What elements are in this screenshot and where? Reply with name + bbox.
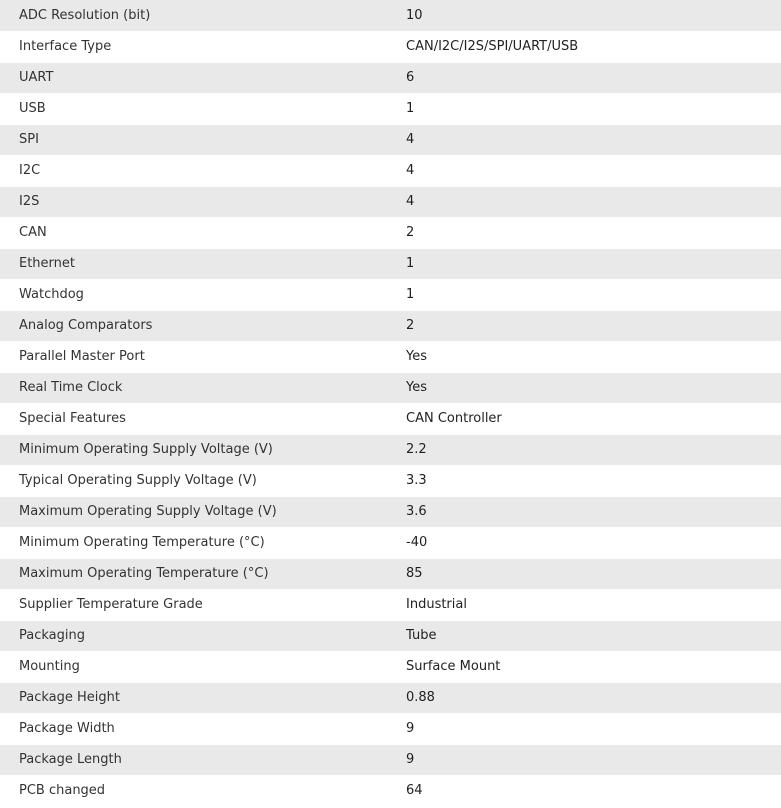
- spec-value: 1: [388, 248, 781, 279]
- spec-row: [0, 682, 781, 713]
- spec-row: [0, 589, 781, 620]
- spec-label: UART: [0, 62, 388, 93]
- spec-value: CAN/I2C/I2S/SPI/UART/USB: [388, 31, 781, 62]
- spec-row: [0, 31, 781, 62]
- spec-value: Surface Mount: [388, 651, 781, 682]
- spec-value: -40: [388, 527, 781, 558]
- spec-label: I2S: [0, 186, 388, 217]
- spec-value: Industrial: [388, 589, 781, 620]
- spec-row: [0, 310, 781, 341]
- spec-label: Package Height: [0, 682, 388, 713]
- spec-value: 9: [388, 713, 781, 744]
- spec-row: [0, 0, 781, 31]
- spec-label: Maximum Operating Temperature (°C): [0, 558, 388, 589]
- spec-value: 0.88: [388, 682, 781, 713]
- spec-label: Mounting: [0, 651, 388, 682]
- spec-label: Supplier Temperature Grade: [0, 589, 388, 620]
- spec-value: 64: [388, 775, 781, 806]
- spec-label: Interface Type: [0, 31, 388, 62]
- spec-label: Packaging: [0, 620, 388, 651]
- spec-value: 2: [388, 217, 781, 248]
- spec-row: [0, 620, 781, 651]
- spec-value: Yes: [388, 372, 781, 403]
- spec-label: Minimum Operating Supply Voltage (V): [0, 434, 388, 465]
- spec-row: [0, 217, 781, 248]
- spec-row: [0, 434, 781, 465]
- spec-row: [0, 713, 781, 744]
- spec-row: [0, 124, 781, 155]
- spec-label: CAN: [0, 217, 388, 248]
- spec-row: [0, 62, 781, 93]
- spec-label: Package Width: [0, 713, 388, 744]
- spec-label: Maximum Operating Supply Voltage (V): [0, 496, 388, 527]
- spec-row: [0, 744, 781, 775]
- spec-value: Yes: [388, 341, 781, 372]
- spec-row: [0, 558, 781, 589]
- spec-row: [0, 775, 781, 806]
- spec-row: [0, 155, 781, 186]
- spec-value: 85: [388, 558, 781, 589]
- spec-row: [0, 93, 781, 124]
- spec-value: 9: [388, 744, 781, 775]
- spec-value: 1: [388, 93, 781, 124]
- spec-row: [0, 341, 781, 372]
- spec-value: Tube: [388, 620, 781, 651]
- spec-value: 4: [388, 186, 781, 217]
- spec-row: [0, 279, 781, 310]
- spec-label: Watchdog: [0, 279, 388, 310]
- spec-value: 2.2: [388, 434, 781, 465]
- spec-row: [0, 527, 781, 558]
- spec-value: 4: [388, 124, 781, 155]
- spec-value: 3.3: [388, 465, 781, 496]
- spec-row: [0, 372, 781, 403]
- spec-label: Special Features: [0, 403, 388, 434]
- spec-row: [0, 403, 781, 434]
- spec-row: [0, 465, 781, 496]
- spec-value: CAN Controller: [388, 403, 781, 434]
- spec-label: Analog Comparators: [0, 310, 388, 341]
- spec-value: 6: [388, 62, 781, 93]
- spec-label: Package Length: [0, 744, 388, 775]
- spec-value: 3.6: [388, 496, 781, 527]
- spec-label: USB: [0, 93, 388, 124]
- spec-label: ADC Resolution (bit): [0, 0, 388, 31]
- spec-value: 4: [388, 155, 781, 186]
- spec-label: Parallel Master Port: [0, 341, 388, 372]
- spec-label: Real Time Clock: [0, 372, 388, 403]
- spec-label: SPI: [0, 124, 388, 155]
- spec-label: I2C: [0, 155, 388, 186]
- spec-label: PCB changed: [0, 775, 388, 806]
- spec-row: [0, 248, 781, 279]
- spec-label: Ethernet: [0, 248, 388, 279]
- spec-row: [0, 496, 781, 527]
- spec-row: [0, 651, 781, 682]
- spec-value: 2: [388, 310, 781, 341]
- spec-value: 10: [388, 0, 781, 31]
- spec-label: Minimum Operating Temperature (°C): [0, 527, 388, 558]
- spec-value: 1: [388, 279, 781, 310]
- spec-row: [0, 186, 781, 217]
- spec-label: Typical Operating Supply Voltage (V): [0, 465, 388, 496]
